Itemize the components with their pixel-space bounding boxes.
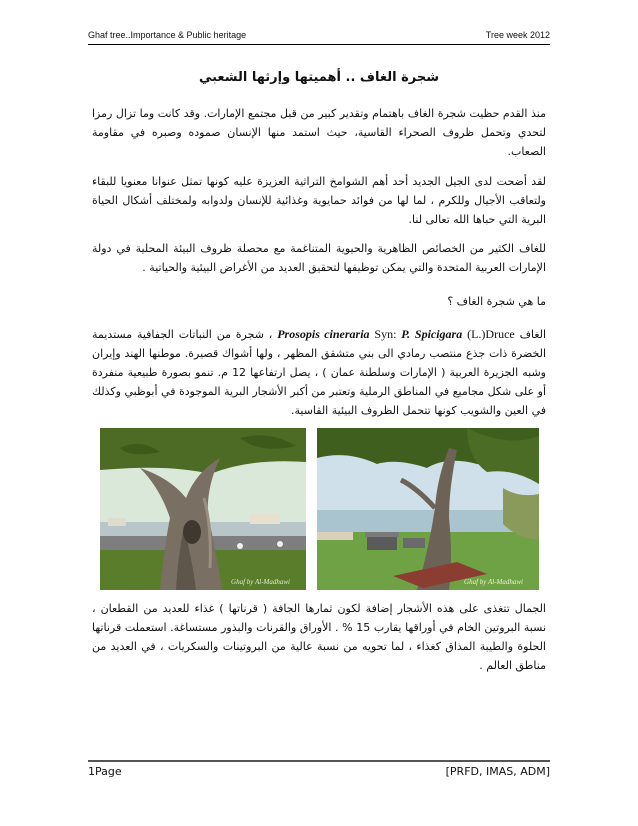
right-photo-credit: Ghaf by Al-Madhawi — [464, 578, 523, 586]
page-number: 1Page — [88, 765, 122, 778]
left-photo-credit: Ghaf by Al-Madhawi — [231, 578, 290, 586]
scientific-name — [277, 328, 515, 341]
paragraph-2: لقد أضحت لدى الجيل الجديد أحد أهم الشوامخ التراثية العزيزة عليه كونها تمثل عنوانا معنويا للبقاء ولتعاقب الأجيال وللكرم ، لما لها من فوائد حمايوية وغذائية للإنسان ولدوابه ولمختلف أشكال الحياة البرية التي حباها الله تعالى لنا. — [92, 175, 546, 226]
uses-paragraph — [92, 599, 546, 675]
ghaf-trunk-photo — [100, 428, 306, 590]
paragraph-5: الجمال تتغذى على هذه الأشجار إضافة لكون ثمارها الجافة ( قرناتها ) غذاء للعديد من القطعان ، نسبة البروتين الخام في أوراقها يقارب 15 % . الأوراق والقرنات والبذور مستساغة. استعملت قرناتها الحلوة والطيبة المذاق كغذاء ، لما تحويه من نسبة عالية من البروتينات والسكريات ، في العديد من مناطق العالم . — [92, 602, 547, 672]
header-left-text: Ghaf tree..Importance & Public heritage — [88, 30, 247, 40]
ghaf-tree-illustration — [317, 428, 539, 590]
ghaf-trunk-illustration — [100, 428, 306, 590]
ghaf-tree-photo — [317, 428, 539, 590]
paragraph-4 — [92, 325, 546, 420]
question-text: ما هي شجرة الغاف ؟ — [447, 295, 546, 308]
header-right-text: Tree week 2012 — [485, 30, 550, 40]
latin-name: Prosopis cineraria — [277, 327, 370, 341]
footer-organization: [PRFD, IMAS, ADM] — [445, 765, 550, 778]
characteristics-paragraph — [92, 239, 546, 277]
syn-label: Syn: — [374, 327, 397, 341]
document-title: شجرة الغاف .. أهميتها وإرثها الشعبي — [198, 70, 440, 85]
page-footer — [88, 760, 550, 778]
author-druce: (L.)Druce — [467, 327, 515, 341]
page-header — [88, 30, 550, 45]
description-paragraph — [92, 325, 546, 420]
genus-abbr: P. — [401, 327, 411, 341]
ghaf-word: الغاف — [519, 328, 547, 341]
species-spicigara: Spicigara — [414, 327, 463, 341]
question-heading — [92, 292, 546, 311]
paragraph-1: منذ القدم حظيت شجرة الغاف باهتمام وتقدير كبير من قبل مجتمع الإمارات. وقد كانت وما تزال رمزا لتحدي وتحمل ظروف الصحراء القاسية، حيث استمد منها الإنسان صموده وصبره في مقاومة الصعاب. — [92, 107, 546, 158]
intro-paragraph — [92, 104, 546, 161]
heritage-paragraph — [92, 172, 546, 229]
paragraph-3: للغاف الكثير من الخصائص الظاهرية والحيوية المتناغمة مع محصلة ظروف البيئة المحلية في دولة الإمارات العربية المتحدة والتي يمكن توظيفها لتحقيق العديد من الأغراض البيئية والحياتية . — [92, 242, 546, 274]
description-text: ، شجرة من النباتات الجفافية مستديمة الخضرة ذات جذع منتصب رمادي الى بني متشقق المظهر ، ولها أشواك قصيرة. موطنها الهند وإيران وشبه الجزيرة العربية ( الإمارات وسلطنة عمان ) ، يصل ارتفاعها 12 م. تنمو بصورة طبيعية منفردة أو على شكل مجاميع في المناطق الرملية وتعتبر من أكبر الأشجار البرية الموجودة في أبوظبي وكذلك في العين والشويب كونها تتحمل الظروف البيئية القاسية. — [92, 328, 546, 417]
